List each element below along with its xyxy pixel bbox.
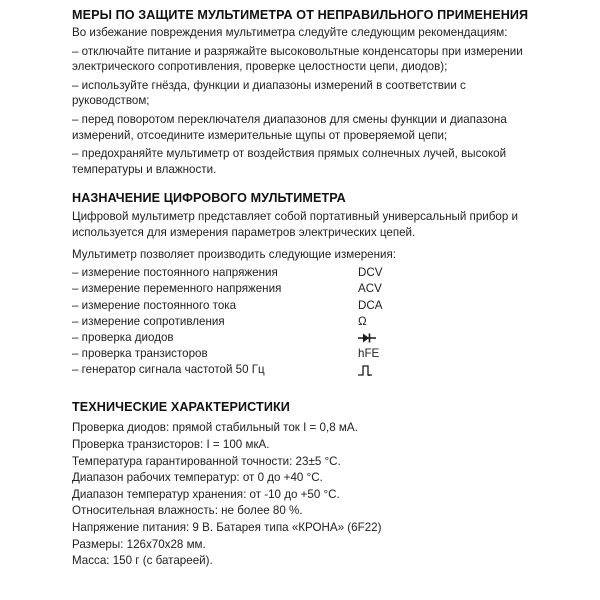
spec-line: Диапазон рабочих температур: от 0 до +40 °С.: [72, 471, 323, 485]
measurement-label: – проверка диодов: [72, 330, 174, 344]
purpose-title: НАЗНАЧЕНИЕ ЦИФРОВОГО МУЛЬТИМЕТРА: [72, 191, 346, 206]
diode-icon: [358, 330, 376, 346]
safety-title: МЕРЫ ПО ЗАЩИТЕ МУЛЬТИМЕТРА ОТ НЕПРАВИЛЬНОГО ПРИМЕНЕНИЯ: [72, 8, 529, 22]
measurement-label: – проверка транзисторов: [72, 347, 208, 361]
specs-section: [72, 400, 542, 569]
measurement-label: – измерение переменного напряжения: [72, 282, 282, 296]
square-wave-icon: [358, 362, 376, 378]
measurement-code: Ω: [358, 314, 367, 328]
measurement-item: [72, 265, 542, 281]
measurement-label: – измерение сопротивления: [72, 314, 225, 328]
manual-page: [72, 8, 542, 570]
measurement-list: [72, 265, 542, 378]
measurement-code: DCA: [358, 298, 383, 312]
safety-paragraph: – используйте гнёзда, функции и диапазоны измерений в соответствии с руководством;: [72, 78, 466, 108]
spec-line: Температура гарантированной точности: 23±5 °С.: [72, 454, 341, 468]
measurement-label: – измерение постоянного напряжения: [72, 266, 278, 280]
safety-paragraph: – предохраняйте мультиметр от воздействия прямых солнечных лучей, высокой температуры и влажности.: [72, 147, 507, 176]
measurement-label: – генератор сигнала частотой 50 Гц: [72, 363, 265, 377]
measurement-item: [72, 362, 542, 378]
safety-section: [72, 8, 542, 177]
spec-line: Размеры: 126х70х28 мм.: [72, 537, 206, 551]
measurement-item: [72, 330, 542, 346]
measurement-code: DCV: [358, 266, 383, 280]
measurement-item: [72, 314, 542, 330]
measurement-code: ACV: [358, 282, 382, 296]
specs-title: ТЕХНИЧЕСКИЕ ХАРАКТЕРИСТИКИ: [72, 400, 290, 415]
safety-paragraph: Во избежание повреждения мультиметра следуйте следующим рекомендациям:: [72, 26, 508, 39]
spec-line: Напряжение питания: 9 В. Батарея типа «КРОНА» (6F22): [72, 521, 382, 534]
measurement-item: [72, 346, 542, 362]
measurement-item: [72, 281, 542, 297]
spec-line: Проверка транзисторов: I = 100 мкА.: [72, 438, 270, 452]
measurement-code: hFE: [358, 347, 380, 361]
purpose-section: [72, 191, 542, 378]
spec-line: Масса: 150 г (с батареей).: [72, 554, 213, 568]
measurement-item: [72, 298, 542, 314]
safety-paragraph: – отключайте питание и разряжайте высоковольтные конденсаторы при измерении электрического сопротивления, проверке целостности цепи, диодов);: [72, 44, 523, 74]
spec-line: Проверка диодов: прямой стабильный ток I = 0,8 мА.: [72, 421, 358, 435]
spec-line: Диапазон температур хранения: от -10 до +50 °С.: [72, 487, 340, 501]
measurement-label: – измерение постоянного тока: [72, 298, 237, 312]
safety-paragraph: – перед поворотом переключателя диапазонов для смены функции и диапазона измерений, отсоедините измерительные щупы от проверяемой цепи;: [72, 112, 507, 142]
spec-line: Относительная влажность: не более 80 %.: [72, 504, 303, 518]
measurements-intro: Мультиметр позволяет производить следующие измерения:: [72, 247, 396, 261]
purpose-description: Цифровой мультиметр представляет собой портативный универсальный прибор и используется для измерения параметров электрических цепей.: [72, 210, 518, 239]
